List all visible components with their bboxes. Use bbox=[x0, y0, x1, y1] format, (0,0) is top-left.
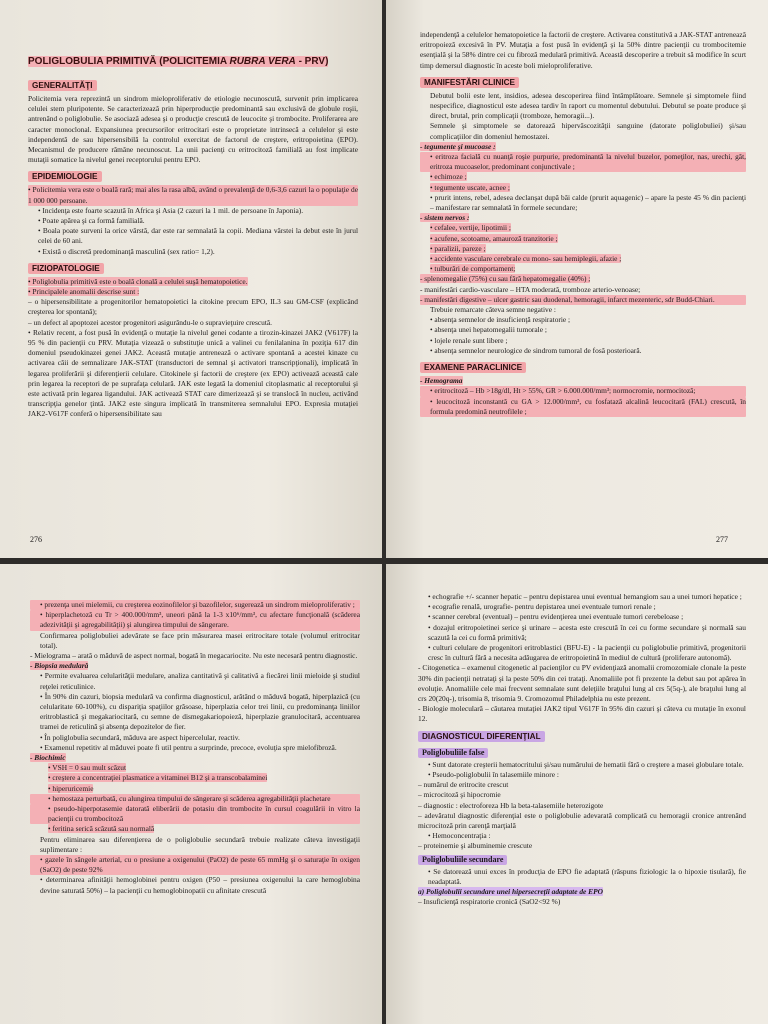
differential-item: – adevăratul diagnostic diferenţial este o poliglobulie adevarată complicată cu hemoragii cronice antrenând microcitoză prin carenţă marţială bbox=[418, 810, 746, 831]
page-277 bbox=[386, 0, 768, 558]
subheading-biochimic: - Biochimic bbox=[30, 753, 66, 763]
lab-item: • eritrocitoză – Hb >18g/dl, Ht > 55%, GR > 6.000.000/mm³; normocromie, normocitoză; bbox=[420, 386, 746, 396]
pathophysiology-item: • Principalele anomalii descrise sunt : bbox=[28, 287, 140, 297]
clinical-item: - splenomegalie (75%) cu sau fără hepatomegalie (40%) ; bbox=[420, 274, 591, 284]
differential-item: – diagnostic : electroforeza Hb la beta-talasemiile heterozigote bbox=[418, 800, 604, 810]
lab-item: • Permite evaluarea celularităţii medulare, analiza cantitativă şi calitativă a fiecărei linii mieloide şi studiul reţelei reticulinice. bbox=[40, 671, 360, 691]
clinical-item: • tulburări de comportament; bbox=[430, 264, 516, 274]
differential-item: – numărul de eritrocite crescut bbox=[418, 780, 509, 790]
page-bottom-right bbox=[386, 564, 768, 1024]
page-276 bbox=[0, 0, 382, 558]
lab-item: • VSH = 0 sau mult scăzut bbox=[48, 763, 127, 773]
epidemiology-item: • Policitemia vera este o boală rară; mai ales la rasa albă, având o prevalenţă de 0,6-3,6 cazuri la o populaţie de 1 000 000 persoane. bbox=[28, 185, 358, 205]
epidemiology-item: • Poate apărea şi ca formă familială. bbox=[38, 216, 145, 226]
heading-diagnostic-diferential: DIAGNOSTICUL DIFERENŢIAL bbox=[418, 731, 545, 742]
clinical-item: • acufene, scotoame, amauroză tranzitorie ; bbox=[430, 233, 558, 243]
differential-item: • Pseudo-poliglobulii în talasemiile minore : bbox=[428, 770, 559, 780]
lab-item: • hiperplachetoză cu Tr > 400.000/mm³, uneori până la 1-3 x10⁶/mm³, cu afectare funcţională (scăderea adezivităţii şi agregabilităţii) şi alungirea timpului de sângerare. bbox=[30, 610, 360, 630]
page-bottom-left-text bbox=[30, 600, 360, 896]
lab-item: • prezenţa unei mielemii, cu creşterea eozinofilelor şi bazofilelor, sugerează un sindrom mieloproliferativ ; bbox=[30, 600, 360, 610]
clinical-item: • cefalee, vertije, lipotimii ; bbox=[430, 223, 511, 233]
page-number: 276 bbox=[30, 535, 42, 544]
investigation-item: - Biologie moleculară – căutarea mutaţiei JAK2 tipul V617F în 95% din cazuri şi câteva cu mutaţie în exonul 12. bbox=[418, 704, 746, 724]
investigation-item: • ecografie renală, urografie- pentru depistarea unei eventuale tumori renale ; bbox=[428, 602, 656, 612]
lab-item: • hemostaza perturbată, cu alungirea timpului de sângerare şi scăderea agregabilităţii plachetare bbox=[30, 794, 360, 804]
lab-item: • creştere a concentraţiei plasmatice a vitaminei B12 şi a transcobalaminei bbox=[48, 773, 268, 783]
investigation-item: • culturi celulare de progenitori eritroblastici (BFU-E) - la pacienţii cu poliglobulie primitivă, progenitorii cresc în cultură fără a necesita adăugarea de eritropoietină în mediul de cultură (proliferare autonomă). bbox=[428, 643, 746, 663]
differential-item: – Insuficienţă respiratorie cronică (SaO2<92 %) bbox=[418, 897, 561, 907]
subheading-poliglobulii-false: Poliglobuliile false bbox=[418, 748, 488, 758]
paragraph-generalitati: Policitemia vera reprezintă un sindrom mieloproliferativ de etiologie necunoscută, survenit prin implicarea celulei stem pluripotente. Se caracterizează prin hiperproducţie predominantă sau exclusivă de globule roşii, antrenând o poliglobulie. Se asociază adesea şi o producţie crescută de leucocite şi trombocite. Proliferarea are caracter monoclonal. Expansiunea precursorilor eritrocitari este o proprietate intrinsecă a celulelor şi este independentă de sau hipersensibilă la controlul exercitat de factorul de creştere, eritropoietina (EPO). Mecanismul de producere rămâne necunoscut. La unii pacienţi cu eritrocitoză familială au fost implicate mutaţii somatice la nivelul genei receptorului pentru EPO. bbox=[28, 94, 358, 165]
clinical-item: • paralizii, pareze ; bbox=[430, 243, 486, 253]
heading-epidemiologie: EPIDEMIOLOGIE bbox=[28, 171, 102, 182]
clinical-item: • absenţa semnelor de insuficienţă respiratorie ; bbox=[430, 315, 571, 325]
clinical-item: • absenţa unei hepatomegalii tumorale ; bbox=[430, 325, 547, 335]
epidemiology-item: • Există o discretă predominanţă masculină (sex ratio= 1,2). bbox=[38, 246, 215, 256]
clinical-item: • echimoze ; bbox=[430, 172, 467, 182]
subheading-hemograma: - Hemograma bbox=[420, 376, 463, 386]
subheading-sistem-nervos: - sistem nervos : bbox=[420, 213, 470, 223]
clinical-paragraph: Semnele şi simptomele se datorează hipervâscozităţii sanguine (datorate poliglobuliei) şi/sau complicaţiilor din domeniul hemostazei. bbox=[430, 121, 746, 141]
investigation-item: - Citogenetica – examenul citogenetic al pacienţilor cu PV evidenţiază anomalii cromozomiale clonale la peste 30% din pacienţii netrataţi şi la peste 50% din cei trataţi. Anomaliile pot fi prezente la debut sau pot apărea în evoluţie. Anomaliile cele mai frecvent semnalate sunt deleţiile braţului lung al crs 5(5q-), ale braţului lung al crs 20(20q-), trisomia 8, trisomia 9. Cromozomul Philadelphia nu este prezent. bbox=[418, 663, 746, 704]
clinical-item: • absenţa semnelor neurologice de sindrom tumoral de fosă posterioară. bbox=[430, 345, 642, 355]
page-277-text bbox=[420, 30, 746, 417]
clinical-item: • prurit intens, rebel, adesea declanşat după băi calde (prurit aquagenic) – apare la peste 45 % din pacienţi – manifestare rar semnalată în formele secundare; bbox=[430, 192, 746, 213]
page-276-text bbox=[28, 56, 358, 420]
differential-item: • Sunt datorate creşterii hematocritului şi/sau numărului de hematii fără o creştere a masei globulare totale. bbox=[428, 759, 744, 769]
clinical-item: • lojele renale sunt libere ; bbox=[430, 335, 508, 345]
investigation-item: • dozajul eritropoietinei serice şi urinare – acesta este crescută în cei cu forme secundare şi normală sau scazută la cei cu formă primitivă; bbox=[428, 622, 746, 642]
lab-item: • gazele în sângele arterial, cu o presiune a oxigenului (PaO2) de peste 65 mmHg şi o saturaţie în oxigen (SaO2) de peste 92% bbox=[30, 855, 360, 875]
subheading-poliglobulii-secundare: Poliglobuliile secundare bbox=[418, 855, 507, 865]
lab-item: • Examenul repetitiv al măduvei poate fi util pentru a surprinde, precoce, evoluţia spre mielofibroză. bbox=[40, 742, 337, 752]
pathophysiology-item: • Poliglobulia primitivă este o boală clonală a celulei suşă hematopoietice. bbox=[28, 276, 248, 286]
pathophysiology-item: – o hipersensibilitate a progenitorilor hematopoietici la citokine precum EPO, IL3 sau GM-CSF (explicând creşterea lor spontană); bbox=[28, 297, 358, 317]
epidemiology-item: • Incidenţa este foarte scazută în Africa şi Asia (2 cazuri la 1 mil. de persoane în Japonia). bbox=[38, 205, 304, 215]
lab-item: • În poliglobulia secundară, măduva are aspect hipercelular, reactiv. bbox=[40, 732, 240, 742]
heading-fiziopatologie: FIZIOPATOLOGIE bbox=[28, 263, 104, 274]
differential-item: – proteinemie şi albuminemie crescute bbox=[418, 841, 533, 851]
lab-item: • hiperuricemie bbox=[48, 783, 94, 793]
pathophysiology-item: – un defect al apoptozei acestor progenitori asigurându-le o supravieţuire crescută. bbox=[28, 317, 272, 327]
investigation-item: • scanner cerebral (eventual) – pentru evidenţierea unei eventuale tumori cerebeloase ; bbox=[428, 612, 684, 622]
clinical-item: - manifestări cardio-vasculare – HTA moderată, tromboze arterio-venoase; bbox=[420, 284, 641, 294]
page-bottom-right-text bbox=[418, 592, 746, 908]
lab-item: • feritina serică scăzută sau normală bbox=[48, 824, 155, 834]
heading-examene-paraclinice: EXAMENE PARACLINICE bbox=[420, 362, 526, 373]
lab-item: • determinarea afinităţii hemoglobinei pentru oxigen (P50 – presiunea oxigenului la care hemoglobina devine saturată 50%) – la pacienţii cu hemoglobinopatii cu afinitate crescută bbox=[40, 875, 360, 895]
lab-item: • pseudo-hiperpotasemie datorată eliberării de potasiu din trombocite în cursul coagulării in vitro la pacienţii cu trombocitoză bbox=[30, 804, 360, 824]
differential-item: • Se datorează unui exces în producţia de EPO fie adaptată (răspuns fiziologic la o hipoxie tisulară), fie neadaptată. bbox=[428, 866, 746, 887]
differential-item: a) Poliglobulii secundare unei hipersecreţii adaptate de EPO bbox=[418, 887, 603, 897]
page-bottom-left bbox=[0, 564, 382, 1024]
clinical-item: • eritroza facială cu nuanţă roşie purpurie, predominantă la nivelul buzelor, pomeţilor, nas, urechi, gât, eritroza mucoaselor, predominant conjunctivale ; bbox=[420, 152, 746, 172]
paragraph-intro: independenţă a celulelor hematopoietice la factorii de creştere. Activarea constitutivă a JAK-STAT antrenează eritropoieză excesivă în PV. Mutaţia a fost pusă în evidenţă şi la 50% dintre pacienţii cu trombocitemie esenţială şi la 58% dintre cei cu fibroză medulară primitivă. Această descoperire a trebuit să modifice în scurt timp demersul diagnostic în aceste boli mieloproliferative. bbox=[420, 30, 746, 70]
lab-item: • leucocitoză inconstantă cu GA > 12.000/mm³, cu fosfatază alcalină leucocitară (FAL) crescută, în formula predomină neutrofilele ; bbox=[420, 397, 746, 417]
differential-item: • Hemoconcentraţia : bbox=[428, 831, 491, 841]
heading-generalitati: GENERALITĂŢI bbox=[28, 80, 97, 91]
subheading-tegumente: - tegumente şi mucoase : bbox=[420, 141, 496, 151]
document-title: POLIGLOBULIA PRIMITIVĂ (POLICITEMIA RUBRA VERA - PRV) bbox=[28, 56, 329, 67]
clinical-item: • accidente vasculare cerebrale cu mono- sau hemiplegii, afazie ; bbox=[430, 254, 622, 264]
lab-paragraph: Pentru eliminarea sau diferenţierea de o poliglobulie secundară trebuie realizate câteva investigaţii suplimentare : bbox=[40, 834, 360, 854]
lab-item: • În 90% din cazuri, biopsia medulară va confirma diagnosticul, arătând o măduvă bogată, hiperplazică (cu celularitate 60-100%), cu dispariţia spaţiilor grăsoase, hiperplazia celor trei linii, cu predominanţa liniilor eritroblastică şi megakariocitară, cu semne de dismegakariopoieză, hiperplazie granulocitară, accentuarea tramei de reticulină şi absenţa depozitelor de fier. bbox=[40, 691, 360, 732]
subheading-biopsia: - Biopsia medulară bbox=[30, 661, 89, 671]
clinical-item: • tegumente uscate, acnee ; bbox=[430, 182, 510, 192]
lab-item: - Mielograma – arată o măduvă de aspect normal, bogată în megacariocite. Nu este necesară pentru diagnostic. bbox=[30, 651, 358, 661]
heading-manifestari-clinice: MANIFESTĂRI CLINICE bbox=[420, 77, 519, 88]
epidemiology-item: • Boala poate surveni la orice vârstă, dar este rar semnalată la copii. Mediana vârstei la debut este în jurul celei de 60 ani. bbox=[38, 226, 358, 246]
clinical-paragraph: Debutul bolii este lent, insidios, adesea descoperirea fiind întâmplătoare. Semnele şi simptomele fiind nespecifice, diagnosticul este adesea tardiv în raport cu momentul debutului. Debutul se poate produce şi direct, brutal, prin complicaţii (tromboze, hemoragii...). bbox=[430, 90, 746, 121]
pathophysiology-item: • Relativ recent, a fost pusă în evidenţă o mutaţie la nivelul genei codante a tirozin-kinazei JAK2 (V617F) la 95 % din pacienţii cu PRV. Mutaţia vizează o substituţie unică a valinei cu fenilalanina în poziţia 617 din domeniul pseudokinazei genei JAK2. Această mutaţie antrenează o activare spontană a acestei kinaze cu activarea căii de semnalizare JAK-STAT (transductori de semnal şi activatori transcripţionali), implicată în legarea proliferării şi diferenţierii celulare. Citokinele şi factorii de creştere (ex EPO) activează această cale prin legarea la receptori de pe suprafaţa celulară. JAK este legată la domeniul citoplasmatic al receptorului şi este activată prin legarea ligandului. JAK activează STAT care dimerizează şi se translocă în nucleu, activând transcripţia genelor ţintă. JAK2 este singura implicată în transmiterea semnalului EPO. Expresia mutaţiei JAK2-V617F conferă o hipersensibilitate sau bbox=[28, 327, 358, 419]
differential-item: – microcitoză şi hipocromie bbox=[418, 790, 501, 800]
lab-paragraph: Confirmarea poliglobuliei adevărate se face prin măsurarea masei eritrocitare totale (volumul eritrocitar total). bbox=[40, 630, 360, 650]
clinical-item: - manifestări digestive – ulcer gastric sau duodenal, hemoragii, infarct mezenteric, sdr Budd-Chiari. bbox=[420, 295, 746, 305]
clinical-paragraph: Trebuie remarcate câteva semne negative : bbox=[430, 305, 556, 315]
investigation-item: • echografie +/- scanner hepatic – pentru depistarea unui eventual hemangiom sau a unei tumori hepatice ; bbox=[428, 592, 742, 601]
page-number: 277 bbox=[716, 535, 728, 544]
